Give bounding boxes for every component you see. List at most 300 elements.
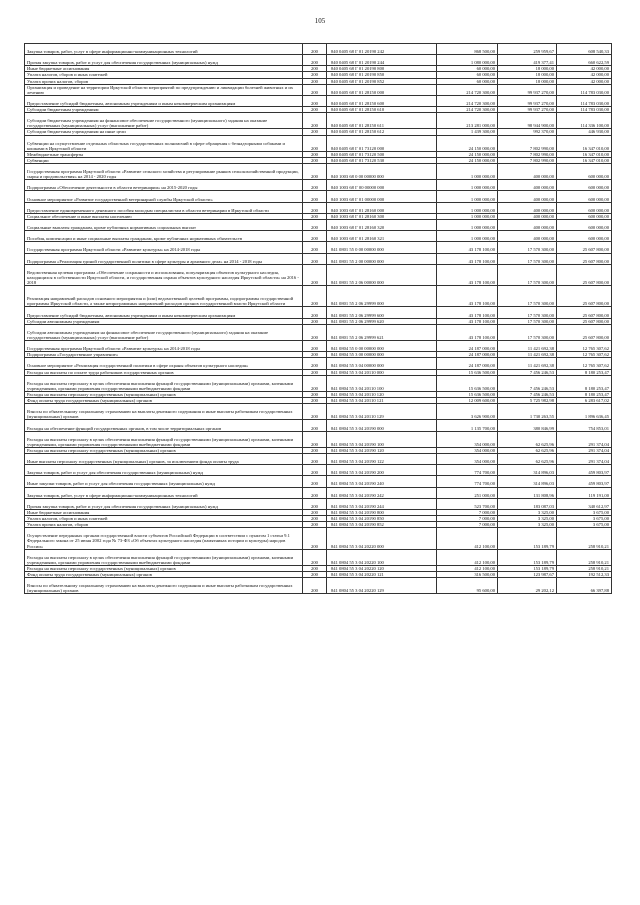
row-approved-appropriations: 774 700,00: [437, 465, 498, 476]
row-approved-appropriations: 412 100,00: [437, 549, 498, 565]
row-name: Взносы по обязательному социальному страхованию на выплаты денежного содержания и иные выплаты работникам государственных (муниципальных) органов: [25, 404, 303, 420]
row-name: Иные бюджетные ассигнования: [25, 509, 303, 515]
row-approved-appropriations: 214 720 300,00: [437, 107, 498, 113]
row-unexecuted: 600 000,00: [557, 191, 612, 202]
table-row: [25, 487, 612, 498]
row-name: Межбюджетные трансферты: [25, 151, 303, 157]
table-row: [25, 264, 612, 285]
row-unexecuted: 12 765 307,62: [557, 341, 612, 352]
row-executed: 153 189,79: [498, 549, 557, 565]
row-name: Закупка товаров, работ, услуг в сфере информационно-коммуникационных технологий: [25, 487, 303, 498]
row-approved-appropriations: 7 000,00: [437, 522, 498, 528]
row-line-code: 200: [303, 113, 327, 129]
row-budget-classification-code: 841 0804 55 3 04 20190 122: [327, 453, 437, 464]
table-row: [25, 286, 612, 307]
row-budget-classification-code: 841 0804 55 3 04 20190 240: [327, 476, 437, 487]
row-line-code: 200: [303, 324, 327, 340]
row-executed: 7 802 990,00: [498, 151, 557, 157]
row-line-code: 200: [303, 151, 327, 157]
row-line-code: 200: [303, 157, 327, 163]
row-executed: 18 000,00: [498, 66, 557, 72]
row-unexecuted: 600 000,00: [557, 231, 612, 242]
row-unexecuted: 600 000,00: [557, 213, 612, 219]
row-line-code: 200: [303, 358, 327, 369]
row-approved-appropriations: 251 000,00: [437, 487, 498, 498]
table-row: [25, 307, 612, 318]
row-name: Субсидии бюджетным учреждениям на финансовое обеспечение государственного (муниципального) задания на оказание государственных (муниципальных) услуг (выполнение работ): [25, 113, 303, 129]
row-line-code: 200: [303, 107, 327, 113]
row-line-code: 200: [303, 522, 327, 528]
row-unexecuted: 66 397,88: [557, 578, 612, 594]
row-name: Закупка товаров, работ, услуг в сфере информационно-коммуникационных технологий: [25, 44, 303, 55]
row-unexecuted: 291 374,04: [557, 447, 612, 453]
row-budget-classification-code: 841 0801 55 2 06 29999 621: [327, 324, 437, 340]
row-approved-appropriations: 1 000 000,00: [437, 231, 498, 242]
row-executed: 3 325,00: [498, 516, 557, 522]
row-approved-appropriations: 24 187 000,00: [437, 341, 498, 352]
row-line-code: 200: [303, 78, 327, 84]
row-line-code: 200: [303, 95, 327, 106]
row-name: Организация и проведение на территории Иркутской области мероприятий по предупреждению и ликвидации болезней животных и их лечению: [25, 84, 303, 95]
row-budget-classification-code: 841 0804 55 3 04 20220 121: [327, 571, 437, 577]
row-name: Уплата прочих налогов, сборов: [25, 78, 303, 84]
row-approved-appropriations: 774 700,00: [437, 476, 498, 487]
row-executed: 7 456 246,53: [498, 369, 557, 375]
row-executed: 29 202,12: [498, 578, 557, 594]
row-unexecuted: 291 374,04: [557, 453, 612, 464]
row-executed: 17 570 300,00: [498, 318, 557, 324]
row-budget-classification-code: 841 0804 55 3 04 20190 100: [327, 431, 437, 447]
row-name: Расходы на обеспечение функций государственных органов, в том числе территориальных органов: [25, 420, 303, 431]
row-approved-appropriations: 60 000,00: [437, 66, 498, 72]
row-unexecuted: 600 000,00: [557, 164, 612, 180]
row-budget-classification-code: 841 0801 55 2 06 29999 000: [327, 286, 437, 307]
row-name: Иные выплаты персоналу государственных (муниципальных) органов, за исключением фонда оплаты труда: [25, 453, 303, 464]
row-line-code: 200: [303, 264, 327, 285]
row-name: Осуществление переданных органам государственной власти субъектов Российской Федерации в соответствии с пунктом 1 статьи 9.1 Федерального закона от 25 июня 2002 года № 73-ФЗ «Об объектах культурного наследия (памятниках истории и культуры) народов России»: [25, 528, 303, 549]
row-executed: 123 987,67: [498, 571, 557, 577]
row-name: Субвенции на осуществление отдельных областных государственных полномочий в сфере обращения с безнадзорными собаками и кошками в Иркутской области: [25, 135, 303, 151]
row-line-code: 200: [303, 307, 327, 318]
row-name: Уплата налогов, сборов и иных платежей: [25, 516, 303, 522]
row-line-code: 200: [303, 44, 327, 55]
row-approved-appropriations: 60 000,00: [437, 78, 498, 84]
row-approved-appropriations: 213 281 000,00: [437, 113, 498, 129]
row-approved-appropriations: 43 178 100,00: [437, 286, 498, 307]
row-line-code: 200: [303, 404, 327, 420]
row-line-code: 200: [303, 549, 327, 565]
row-approved-appropriations: 43 178 100,00: [437, 264, 498, 285]
row-approved-appropriations: 15 636 500,00: [437, 391, 498, 397]
row-approved-appropriations: 1 000 000,00: [437, 202, 498, 213]
row-unexecuted: 258 910,21: [557, 549, 612, 565]
table-row: [25, 341, 612, 352]
table-row: [25, 135, 612, 151]
row-budget-classification-code: 840 1003 68 Г 00 00000 000: [327, 180, 437, 191]
row-name: Расходы на выплаты персоналу в целях обеспечения выполнения функций государственными (муниципальными) органами, казенными учреждениями, органами управления государственными внебюджетными фондами: [25, 431, 303, 447]
row-budget-classification-code: 841 0801 55 2 06 00000 000: [327, 264, 437, 285]
row-budget-classification-code: 841 0804 55 3 04 20110 000: [327, 369, 437, 375]
row-unexecuted: 600 000,00: [557, 202, 612, 213]
row-approved-appropriations: 1 000 000,00: [437, 180, 498, 191]
row-name: Государственная программа Иркутской области «Развитие сельского хозяйства и регулирование рынков сельскохозяйственной продукции, сырья и продовольствия» на 2014 - 2020 годы: [25, 164, 303, 180]
row-executed: 131 808,96: [498, 487, 557, 498]
table-row: [25, 498, 612, 509]
row-executed: 17 570 300,00: [498, 307, 557, 318]
row-executed: 419 377,41: [498, 55, 557, 66]
row-budget-classification-code: 840 0405 68 Г 01 28150 000: [327, 84, 437, 95]
row-name: Иные бюджетные ассигнования: [25, 66, 303, 72]
row-name: Расходы на выплаты персоналу в целях обеспечения выполнения функций государственными (муниципальными) органами, казенными учреждениями, органами управления государственными внебюджетными фондами: [25, 375, 303, 391]
row-name: Расходы на выплаты персоналу в целях обеспечения выполнения функций государственными (муниципальными) органами, казенными учреждениями, органами управления государственными внебюджетными фондами: [25, 549, 303, 565]
row-approved-appropriations: 15 636 500,00: [437, 369, 498, 375]
row-executed: 11 421 692,38: [498, 341, 557, 352]
row-line-code: 200: [303, 565, 327, 571]
table-row: [25, 253, 612, 264]
row-budget-classification-code: 840 0405 68 Г 01 20190 850: [327, 72, 437, 78]
table-row: [25, 324, 612, 340]
row-budget-classification-code: 841 0804 55 0 00 00000 000: [327, 341, 437, 352]
row-unexecuted: 3 675,00: [557, 516, 612, 522]
row-name: Субсидии бюджетным учреждениям на иные цели: [25, 129, 303, 135]
row-name: Уплата прочих налогов, сборов: [25, 522, 303, 528]
row-budget-classification-code: 841 0801 55 0 00 00000 000: [327, 242, 437, 253]
table-row: [25, 549, 612, 565]
row-executed: 17 570 300,00: [498, 264, 557, 285]
row-unexecuted: 3 675,00: [557, 522, 612, 528]
row-executed: 1 730 263,55: [498, 404, 557, 420]
row-unexecuted: 754 853,01: [557, 420, 612, 431]
row-executed: 17 570 300,00: [498, 324, 557, 340]
row-line-code: 200: [303, 375, 327, 391]
row-approved-appropriations: 24 150 000,00: [437, 157, 498, 163]
row-line-code: 200: [303, 164, 327, 180]
row-line-code: 200: [303, 398, 327, 404]
budget-execution-table: [24, 43, 612, 594]
table-row: [25, 375, 612, 391]
row-name: Прочая закупка товаров, работ и услуг для обеспечения государственных (муниципальных) нужд: [25, 55, 303, 66]
row-unexecuted: 600 000,00: [557, 180, 612, 191]
table-row: [25, 95, 612, 106]
row-budget-classification-code: 841 0804 55 3 04 20190 120: [327, 447, 437, 453]
row-executed: 400 000,00: [498, 231, 557, 242]
row-executed: 400 000,00: [498, 202, 557, 213]
row-budget-classification-code: 841 0804 55 3 04 20190 000: [327, 420, 437, 431]
row-budget-classification-code: 841 0804 55 3 04 20220 100: [327, 549, 437, 565]
row-line-code: 200: [303, 578, 327, 594]
row-approved-appropriations: 24 187 000,00: [437, 352, 498, 358]
row-line-code: 200: [303, 191, 327, 202]
row-executed: 992 370,00: [498, 129, 557, 135]
row-line-code: 200: [303, 84, 327, 95]
row-approved-appropriations: 1 000 000,00: [437, 191, 498, 202]
row-approved-appropriations: 316 500,00: [437, 571, 498, 577]
row-unexecuted: 192 512,33: [557, 571, 612, 577]
row-approved-appropriations: 43 178 100,00: [437, 253, 498, 264]
row-approved-appropriations: 412 100,00: [437, 565, 498, 571]
row-executed: 62 625,96: [498, 431, 557, 447]
row-name: Закупка товаров, работ и услуг для обеспечения государственных (муниципальных) нужд: [25, 465, 303, 476]
row-unexecuted: 3 675,00: [557, 509, 612, 515]
row-line-code: 200: [303, 72, 327, 78]
row-name: Пособия, компенсации и иные социальные выплаты гражданам, кроме публичных нормативных обязательств: [25, 231, 303, 242]
row-unexecuted: 8 180 253,47: [557, 369, 612, 375]
table-row: [25, 219, 612, 230]
row-name: Социальное обеспечение и иные выплаты населению: [25, 213, 303, 219]
row-budget-classification-code: 840 0405 68 Г 01 20190 800: [327, 66, 437, 72]
row-approved-appropriations: 523 700,00: [437, 498, 498, 509]
row-budget-classification-code: 840 1003 68 Г 01 28160 300: [327, 213, 437, 219]
row-unexecuted: 25 607 800,00: [557, 242, 612, 253]
row-executed: 400 000,00: [498, 219, 557, 230]
row-budget-classification-code: 841 0804 55 3 04 20220 129: [327, 578, 437, 594]
row-line-code: 200: [303, 286, 327, 307]
table-row: [25, 231, 612, 242]
table-row: [25, 191, 612, 202]
row-executed: 314 896,03: [498, 476, 557, 487]
table-row: [25, 44, 612, 55]
row-name: Основное мероприятие «Реализация государственной политики в сфере охраны объектов культурного наследия»: [25, 358, 303, 369]
row-unexecuted: 25 607 800,00: [557, 253, 612, 264]
table-row: [25, 578, 612, 594]
row-executed: 400 000,00: [498, 191, 557, 202]
row-name: Государственная программа Иркутской области «Развитие культуры» на 2014-2018 годы: [25, 341, 303, 352]
row-line-code: 200: [303, 431, 327, 447]
row-executed: 183 087,03: [498, 498, 557, 509]
row-unexecuted: 16 347 010,00: [557, 151, 612, 157]
row-name: Взносы по обязательному социальному страхованию на выплаты денежного содержания и иные выплаты работникам государственных (муниципальных) органов: [25, 578, 303, 594]
row-executed: 99 937 270,00: [498, 95, 557, 106]
row-unexecuted: 291 374,04: [557, 431, 612, 447]
row-line-code: 200: [303, 498, 327, 509]
row-budget-classification-code: 841 0801 55 2 00 00000 000: [327, 253, 437, 264]
row-approved-appropriations: 1 000 000,00: [437, 213, 498, 219]
row-executed: 99 937 270,00: [498, 84, 557, 95]
row-executed: 153 189,79: [498, 565, 557, 571]
row-unexecuted: 459 803,97: [557, 465, 612, 476]
row-unexecuted: 42 000,00: [557, 66, 612, 72]
row-approved-appropriations: 354 000,00: [437, 447, 498, 453]
row-approved-appropriations: 1 135 700,00: [437, 420, 498, 431]
row-name: Уплата налогов, сборов и иных платежей: [25, 72, 303, 78]
table-row: [25, 465, 612, 476]
row-budget-classification-code: 841 0804 55 3 00 00000 000: [327, 352, 437, 358]
row-budget-classification-code: 841 0804 55 3 04 20190 800: [327, 509, 437, 515]
row-executed: 259 959,67: [498, 44, 557, 55]
row-budget-classification-code: 840 0405 68 Г 01 28150 611: [327, 113, 437, 129]
row-executed: 7 802 990,00: [498, 135, 557, 151]
row-executed: 153 189,79: [498, 528, 557, 549]
row-name: Предоставление субсидий бюджетным, автономным учреждениям и иным некоммерческим организациям: [25, 95, 303, 106]
row-budget-classification-code: 840 0405 68 Г 01 20190 244: [327, 55, 437, 66]
row-executed: 17 570 300,00: [498, 286, 557, 307]
row-line-code: 200: [303, 420, 327, 431]
row-budget-classification-code: 840 0405 68 Г 01 20190 852: [327, 78, 437, 84]
row-line-code: 200: [303, 453, 327, 464]
row-name: Подпрограмма «Обеспечение деятельности в области ветеринарии» на 2015-2020 годы: [25, 180, 303, 191]
row-unexecuted: 114 783 030,00: [557, 107, 612, 113]
table-row: [25, 55, 612, 66]
row-name: Подпрограмма «Реализация единой государственной политики в сфере культуры и архивного дела» на 2014 - 2018 годы: [25, 253, 303, 264]
row-budget-classification-code: 840 1003 68 Г 01 28160 000: [327, 202, 437, 213]
row-unexecuted: 459 803,97: [557, 476, 612, 487]
row-approved-appropriations: 354 000,00: [437, 453, 498, 464]
row-executed: 3 325,00: [498, 522, 557, 528]
row-line-code: 200: [303, 202, 327, 213]
row-budget-classification-code: 840 0405 68 Г 01 73120 500: [327, 151, 437, 157]
row-line-code: 200: [303, 66, 327, 72]
row-approved-appropriations: 7 000,00: [437, 516, 498, 522]
row-name: Ведомственная целевая программа «Обеспечение сохранности и использования, популяризация объектов культурного наследия, находящихся в собственности Иркутской области, и государственная охрана объектов культурного наследия Иркутской области» на 2016 - 2018: [25, 264, 303, 285]
row-budget-classification-code: 841 0804 55 3 04 20190 850: [327, 516, 437, 522]
row-budget-classification-code: 840 0405 68 Г 01 73120 530: [327, 157, 437, 163]
row-unexecuted: 8 180 253,47: [557, 375, 612, 391]
row-unexecuted: 25 607 800,00: [557, 286, 612, 307]
row-unexecuted: 600 000,00: [557, 219, 612, 230]
table-row: [25, 164, 612, 180]
row-executed: 3 325,00: [498, 509, 557, 515]
row-budget-classification-code: 841 0804 55 3 04 20110 120: [327, 391, 437, 397]
row-line-code: 200: [303, 219, 327, 230]
row-budget-classification-code: 841 0804 55 3 04 20110 100: [327, 375, 437, 391]
row-budget-classification-code: 841 0804 55 3 04 00000 000: [327, 358, 437, 369]
row-executed: 62 625,96: [498, 447, 557, 453]
row-executed: 98 944 900,00: [498, 113, 557, 129]
row-line-code: 200: [303, 516, 327, 522]
row-budget-classification-code: 841 0804 55 3 04 20110 129: [327, 404, 437, 420]
row-unexecuted: 12 765 307,62: [557, 352, 612, 358]
row-unexecuted: 340 612,97: [557, 498, 612, 509]
row-line-code: 200: [303, 318, 327, 324]
row-name: Фонд оплаты труда государственных (муниципальных) органов: [25, 571, 303, 577]
row-budget-classification-code: 841 0801 55 2 06 29999 600: [327, 307, 437, 318]
row-line-code: 200: [303, 213, 327, 219]
row-unexecuted: 114 336 100,00: [557, 113, 612, 129]
row-approved-appropriations: 43 178 100,00: [437, 318, 498, 324]
row-unexecuted: 16 347 010,00: [557, 135, 612, 151]
row-name: Основное мероприятие «Развитие государственной ветеринарной службы Иркутской области»: [25, 191, 303, 202]
table-row: [25, 453, 612, 464]
table-row: [25, 431, 612, 447]
row-name: Реализация направлений расходов основного мероприятия и (или) ведомственной целевой программы, подпрограммы государственной программы Иркутской области, а также непрограммных направлений расходов органов государственной власти Иркутской области: [25, 286, 303, 307]
table-row: [25, 113, 612, 129]
row-executed: 11 421 692,38: [498, 358, 557, 369]
row-executed: 380 846,99: [498, 420, 557, 431]
row-name: Государственная программа Иркутской области «Развитие культуры» на 2014-2018 годы: [25, 242, 303, 253]
row-budget-classification-code: 841 0804 55 3 04 20220 000: [327, 528, 437, 549]
row-name: Прочая закупка товаров, работ и услуг для обеспечения государственных (муниципальных) нужд: [25, 498, 303, 509]
row-line-code: 200: [303, 242, 327, 253]
row-approved-appropriations: 1 080 000,00: [437, 55, 498, 66]
row-budget-classification-code: 840 1003 68 Г 01 28160 320: [327, 219, 437, 230]
row-approved-appropriations: 43 178 100,00: [437, 242, 498, 253]
table-row: [25, 528, 612, 549]
row-unexecuted: 258 910,21: [557, 565, 612, 571]
row-name: Фонд оплаты труда государственных (муниципальных) органов: [25, 398, 303, 404]
row-unexecuted: 608 540,33: [557, 44, 612, 55]
table-body: [25, 44, 612, 594]
row-executed: 400 000,00: [498, 213, 557, 219]
row-budget-classification-code: 840 1003 68 Г 01 00000 000: [327, 191, 437, 202]
row-executed: 18 000,00: [498, 78, 557, 84]
row-approved-appropriations: 43 178 100,00: [437, 307, 498, 318]
table-row: [25, 358, 612, 369]
row-unexecuted: 114 783 030,00: [557, 84, 612, 95]
row-unexecuted: 25 607 800,00: [557, 307, 612, 318]
row-approved-appropriations: 214 720 300,00: [437, 95, 498, 106]
row-line-code: 200: [303, 476, 327, 487]
table-row: [25, 180, 612, 191]
row-name: Расходы на выплаты персоналу государственных (муниципальных) органов: [25, 447, 303, 453]
table-row: [25, 420, 612, 431]
page-number: 105: [314, 17, 326, 25]
row-budget-classification-code: 840 0405 68 Г 01 73120 000: [327, 135, 437, 151]
row-unexecuted: 1 896 636,45: [557, 404, 612, 420]
row-line-code: 200: [303, 487, 327, 498]
row-unexecuted: 6 283 617,02: [557, 398, 612, 404]
row-executed: 99 937 270,00: [498, 107, 557, 113]
row-approved-appropriations: 12 009 600,00: [437, 398, 498, 404]
row-budget-classification-code: 840 0405 68 Г 01 28150 610: [327, 107, 437, 113]
row-executed: 400 000,00: [498, 164, 557, 180]
row-budget-classification-code: 841 0804 55 3 04 20190 244: [327, 498, 437, 509]
row-name: Расходы на выплаты по оплате труда работников государственных органов: [25, 369, 303, 375]
row-budget-classification-code: 840 1003 68 Г 01 28160 321: [327, 231, 437, 242]
row-budget-classification-code: 841 0804 55 3 04 20190 242: [327, 487, 437, 498]
row-unexecuted: 660 622,59: [557, 55, 612, 66]
row-approved-appropriations: 24 150 000,00: [437, 135, 498, 151]
row-approved-appropriations: 43 178 100,00: [437, 324, 498, 340]
row-executed: 18 000,00: [498, 72, 557, 78]
table-row: [25, 404, 612, 420]
row-approved-appropriations: 1 439 300,00: [437, 129, 498, 135]
row-line-code: 200: [303, 352, 327, 358]
row-unexecuted: 25 607 800,00: [557, 264, 612, 285]
row-executed: 314 896,03: [498, 465, 557, 476]
row-executed: 17 570 300,00: [498, 242, 557, 253]
row-executed: 400 000,00: [498, 180, 557, 191]
row-line-code: 200: [303, 135, 327, 151]
row-line-code: 200: [303, 528, 327, 549]
row-approved-appropriations: 60 000,00: [437, 72, 498, 78]
row-line-code: 200: [303, 447, 327, 453]
row-unexecuted: 114 783 030,00: [557, 95, 612, 106]
row-line-code: 200: [303, 129, 327, 135]
row-approved-appropriations: 24 187 000,00: [437, 358, 498, 369]
row-approved-appropriations: 3 626 900,00: [437, 404, 498, 420]
table-row: [25, 202, 612, 213]
row-approved-appropriations: 24 150 000,00: [437, 151, 498, 157]
row-name: Иные закупки товаров, работ и услуг для обеспечения государственных (муниципальных) нужд: [25, 476, 303, 487]
row-executed: 7 456 246,53: [498, 391, 557, 397]
row-unexecuted: 8 180 253,47: [557, 391, 612, 397]
row-line-code: 200: [303, 465, 327, 476]
row-budget-classification-code: 840 1003 68 0 00 00000 000: [327, 164, 437, 180]
row-approved-appropriations: 868 500,00: [437, 44, 498, 55]
row-approved-appropriations: 95 600,00: [437, 578, 498, 594]
row-executed: 5 725 982,98: [498, 398, 557, 404]
row-line-code: 200: [303, 231, 327, 242]
row-name: Расходы на выплаты персоналу государственных (муниципальных) органов: [25, 565, 303, 571]
row-name: Социальные выплаты гражданам, кроме публичных нормативных социальных выплат: [25, 219, 303, 230]
row-budget-classification-code: 840 0405 68 Г 01 20190 242: [327, 44, 437, 55]
row-line-code: 200: [303, 571, 327, 577]
row-approved-appropriations: 15 636 500,00: [437, 375, 498, 391]
row-budget-classification-code: 841 0801 55 2 06 29999 620: [327, 318, 437, 324]
row-name: Субвенции: [25, 157, 303, 163]
row-executed: 62 625,96: [498, 453, 557, 464]
row-line-code: 200: [303, 55, 327, 66]
